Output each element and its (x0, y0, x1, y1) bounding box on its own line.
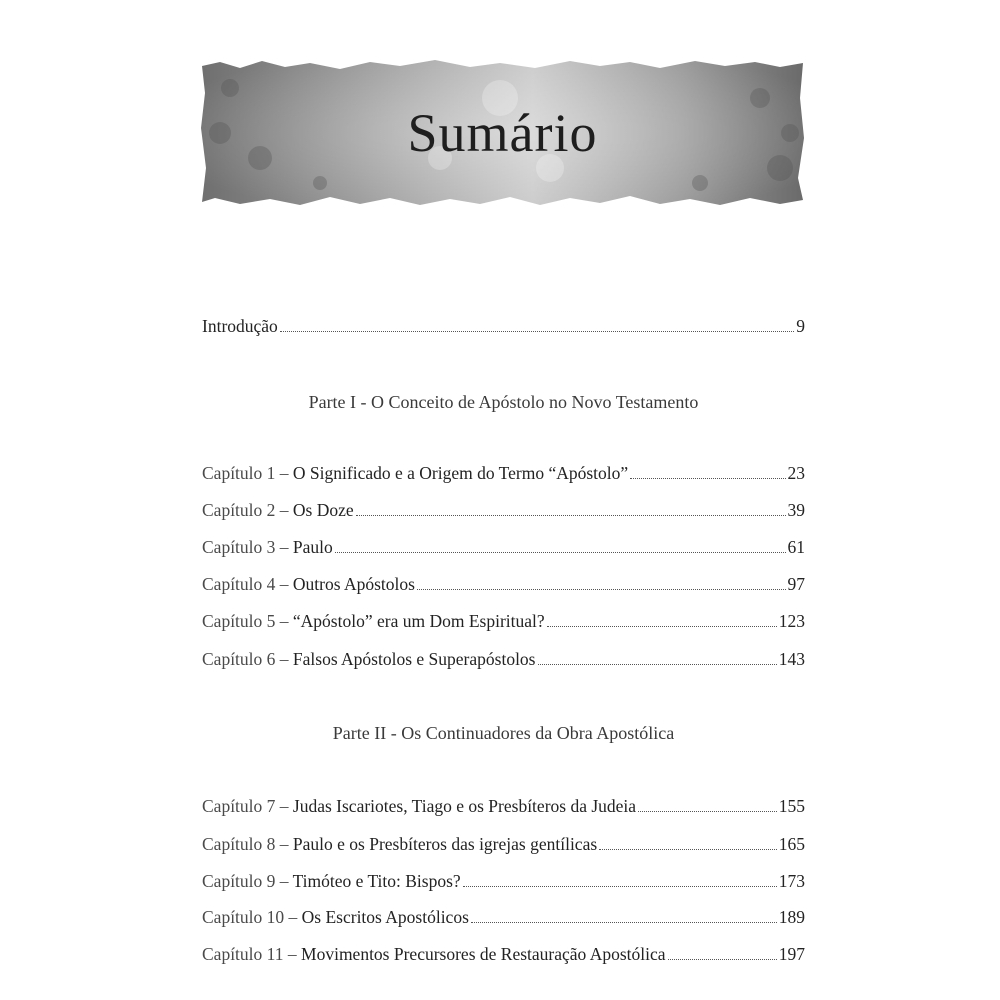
chapter-number: Capítulo 2 – (202, 500, 293, 520)
dot-leader (471, 922, 777, 923)
toc-entry-chapter-5[interactable] (202, 611, 805, 637)
toc-entry-chapter-9[interactable] (202, 871, 805, 897)
part-heading-1: Parte I - O Conceito de Apóstolo no Novo Testamento (308, 392, 699, 412)
chapter-number: Capítulo 4 – (202, 574, 293, 594)
chapter-number: Capítulo 3 – (202, 537, 293, 557)
toc-entry-chapter-8[interactable] (202, 834, 805, 860)
dot-leader (630, 478, 785, 479)
page-title: Sumário (407, 103, 598, 163)
toc-entry-title: Paulo e os Presbíteros das igrejas gentílicas (292, 834, 598, 854)
toc-entry-chapter-11[interactable] (202, 944, 805, 970)
toc-page-number: 61 (787, 537, 805, 557)
toc-entry-title: O Significado e a Origem do Termo “Apóstolo” (292, 463, 629, 483)
chapter-number: Capítulo 7 – (202, 796, 293, 816)
toc-entry-title: Introdução (202, 316, 278, 336)
dot-leader (335, 552, 786, 553)
dot-leader (638, 811, 777, 812)
chapter-number: Capítulo 6 – (202, 649, 293, 669)
toc-entry-chapter-1[interactable] (202, 463, 805, 489)
toc-entry-title: Outros Apóstolos (292, 574, 415, 594)
dot-leader (280, 331, 794, 332)
toc-entry-title: Judas Iscariotes, Tiago e os Presbíteros da Judeia (292, 796, 637, 816)
toc-entry-title: Movimentos Precursores de Restauração Apostólica (301, 944, 666, 964)
dot-leader (417, 589, 786, 590)
toc-page-number: 39 (787, 500, 805, 520)
toc-entry-title: Falsos Apóstolos e Superapóstolos (292, 649, 536, 669)
toc-page-number: 97 (787, 574, 805, 594)
toc-entry-chapter-2[interactable] (202, 500, 805, 526)
toc-page-number: 155 (778, 796, 805, 816)
toc-entry-title: Paulo (292, 537, 333, 557)
toc-entry-introduction[interactable] (202, 316, 805, 342)
toc-entry-title: Os Doze (292, 500, 354, 520)
toc-page-number: 173 (778, 871, 805, 891)
chapter-number: Capítulo 8 – (202, 834, 293, 854)
toc-entry-chapter-10[interactable] (202, 907, 805, 933)
dot-leader (356, 515, 786, 516)
dot-leader (668, 959, 777, 960)
chapter-number: Capítulo 10 – (202, 907, 302, 927)
toc-entry-title: Os Escritos Apostólicos (301, 907, 469, 927)
toc-page-number: 23 (787, 463, 805, 483)
dot-leader (463, 886, 777, 887)
chapter-number: Capítulo 9 – (202, 871, 293, 891)
toc-entry-chapter-7[interactable] (202, 796, 805, 822)
chapter-number: Capítulo 1 – (202, 463, 293, 483)
toc-page-number: 165 (778, 834, 805, 854)
toc-page-number: 123 (778, 611, 805, 631)
dot-leader (538, 664, 777, 665)
toc-entry-title: Timóteo e Tito: Bispos? (292, 871, 461, 891)
toc-entry-chapter-3[interactable] (202, 537, 805, 563)
chapter-number: Capítulo 11 – (202, 944, 302, 964)
dot-leader (547, 626, 777, 627)
toc-page-number: 189 (778, 907, 805, 927)
toc-page-number: 143 (778, 649, 805, 669)
chapter-number: Capítulo 5 – (202, 611, 293, 631)
part-heading-2: Parte II - Os Continuadores da Obra Apostólica (332, 723, 675, 743)
toc-entry-chapter-6[interactable] (202, 649, 805, 675)
header-banner (200, 58, 805, 208)
toc-page-number: 197 (778, 944, 805, 964)
toc-page-number: 9 (796, 316, 805, 336)
dot-leader (599, 849, 777, 850)
toc-entry-chapter-4[interactable] (202, 574, 805, 600)
toc-entry-title: “Apóstolo” era um Dom Espiritual? (292, 611, 545, 631)
